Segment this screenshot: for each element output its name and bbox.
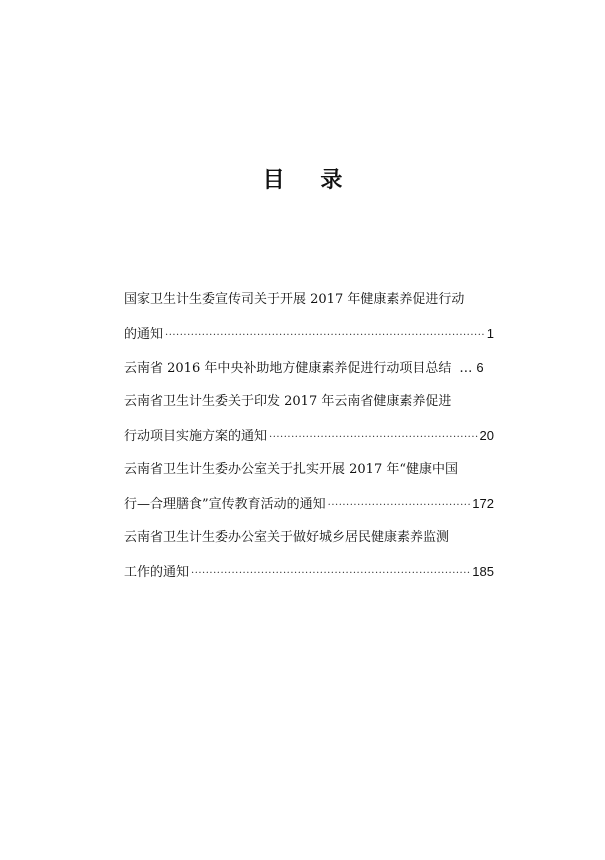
- toc-entry-4-line1[interactable]: [124, 453, 494, 487]
- leader-dots: [269, 421, 478, 455]
- toc-entry-title-cont: 工作的通知: [124, 565, 190, 580]
- toc-entry-title-cont: 行动项目实施方案的通知: [124, 429, 268, 444]
- page-title: 目 录: [262, 167, 357, 193]
- leader-dots: [328, 489, 471, 523]
- leader-ellipsis: …: [459, 361, 473, 376]
- toc-entry-5-line1[interactable]: [124, 521, 494, 555]
- toc-page-number: 6: [476, 360, 484, 375]
- toc-entry-5-line2[interactable]: [124, 555, 494, 589]
- toc-entry-title: 国家卫生计生委宣传司关于开展 2017 年健康素养促进行动: [124, 292, 465, 307]
- toc-entry-2[interactable]: [124, 351, 494, 385]
- table-of-contents: [124, 283, 494, 589]
- toc-entry-title: 云南省卫生计生委办公室关于扎实开展 2017 年“健康中国: [124, 462, 458, 477]
- toc-entry-1-line1[interactable]: [124, 283, 494, 317]
- toc-entry-title: 云南省卫生计生委关于印发 2017 年云南省健康素养促进: [124, 394, 452, 409]
- toc-entry-title-cont: 的通知: [124, 327, 164, 342]
- toc-page-number: 185: [472, 564, 494, 579]
- leader-dots: [191, 557, 470, 591]
- toc-entry-4-line2[interactable]: [124, 487, 494, 521]
- toc-entry-3-line1[interactable]: [124, 385, 494, 419]
- toc-page-number: 20: [479, 428, 494, 443]
- toc-entry-1-line2[interactable]: [124, 317, 494, 351]
- toc-entry-3-line2[interactable]: [124, 419, 494, 453]
- toc-page-number: 172: [472, 496, 494, 511]
- leader-dots: [165, 319, 485, 353]
- toc-page-number: 1: [486, 326, 494, 341]
- toc-entry-title: 云南省 2016 年中央补助地方健康素养促进行动项目总结: [124, 361, 452, 376]
- toc-entry-title: 云南省卫生计生委办公室关于做好城乡居民健康素养监测: [124, 530, 450, 545]
- toc-entry-title-cont: 行—合理膳食”宣传教育活动的通知: [124, 497, 326, 512]
